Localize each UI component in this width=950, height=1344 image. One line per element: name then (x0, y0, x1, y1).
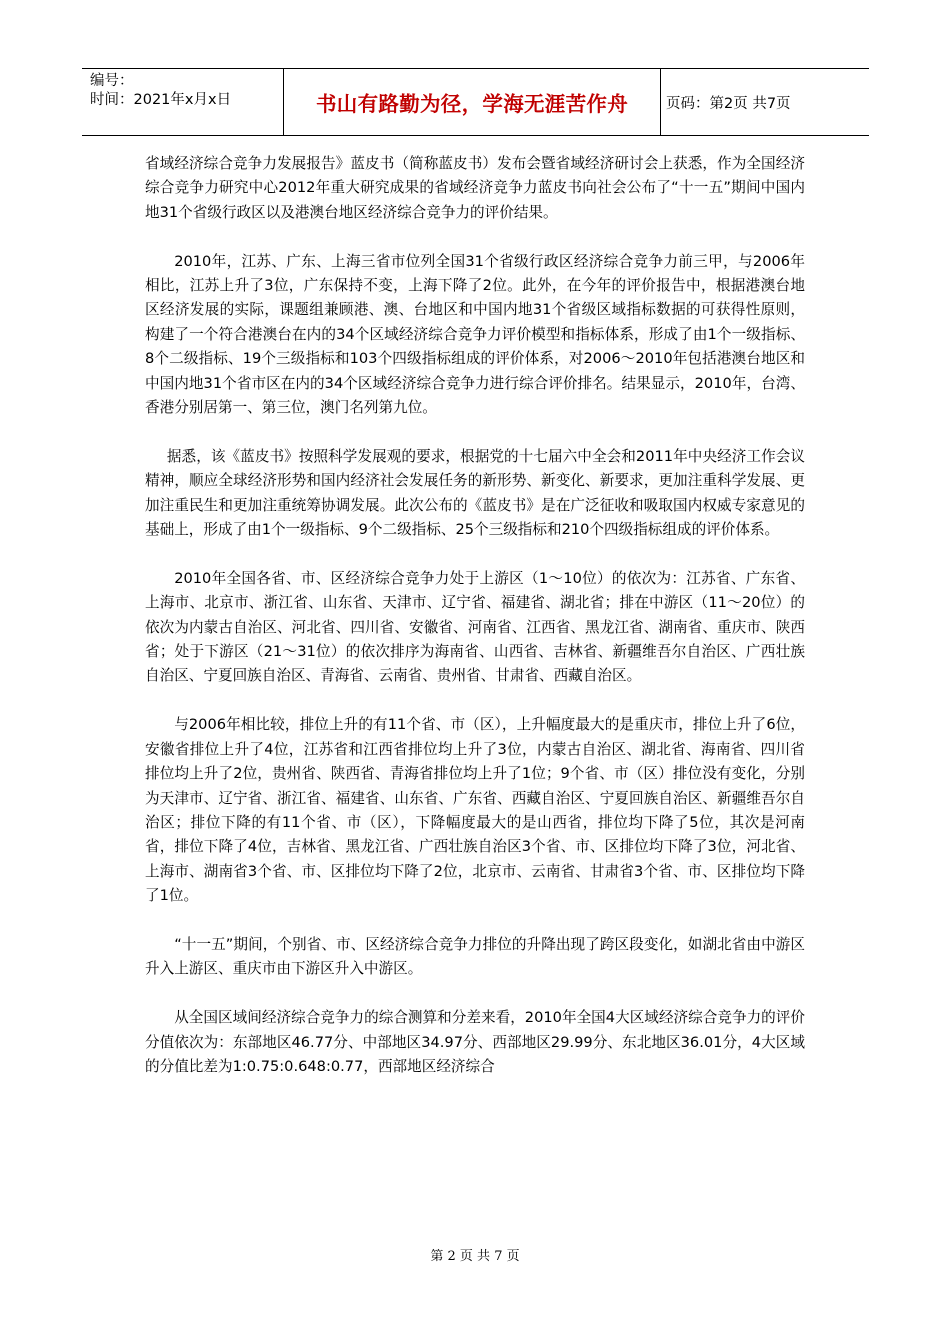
header-table (82, 68, 869, 136)
header-motto-cell (284, 69, 661, 135)
paragraph: 据悉，该《蓝皮书》按照科学发展观的要求，根据党的十七届六中全会和2011年中央经济工作会议精神，顺应全球经济形势和国内经济社会发展任务的新形势、新变化、新要求，更加注重科学发展、更加注重民生和更加注重统筹协调发展。此次公布的《蓝皮书》是在广泛征收和吸取国内权威专家意见的基础上，形成了由1个一级指标、9个二级指标、25个三级指标和210个四级指标组成的评价体系。 (145, 447, 805, 539)
paragraph: 2010年全国各省、市、区经济综合竞争力处于上游区（1～10位）的依次为：江苏省、广东省、上海市、北京市、浙江省、山东省、天津市、辽宁省、福建省、湖北省；排在中游区（11～20位）的依次为内蒙古自治区、河北省、四川省、安徽省、河南省、江西省、黑龙江省、湖南省、重庆市、陕西省；处于下游区（21～31位）的依次排序为海南省、山西省、吉林省、新疆维吾尔自治区、广西壮族自治区、宁夏回族自治区、青海省、云南省、贵州省、甘肃省、西藏自治区。 (145, 569, 805, 685)
paragraph: 从全国区域间经济综合竞争力的综合测算和分差来看，2010年全国4大区域经济综合竞争力的评价分值依次为：东部地区46.77分、中部地区34.97分、西部地区29.99分、东北地区36.01分，4大区域的分值比差为1:0.75:0.648:0.77，西部地区经济综合 (145, 1009, 805, 1075)
paragraph: “十一五”期间，个别省、市、区经济综合竞争力排位的升降出现了跨区段变化，如湖北省由中游区升入上游区、重庆市由下游区升入中游区。 (145, 935, 805, 978)
page-footer: 第 2 页 共 7 页 (430, 1249, 520, 1264)
header-page-label: 页码：第2页 共7页 (666, 95, 791, 112)
header-motto: 书山有路勤为径，学海无涯苦作舟 (316, 92, 628, 116)
header-left-cell (82, 69, 284, 135)
paragraph: 2010年，江苏、广东、上海三省市位列全国31个省级行政区经济综合竞争力前三甲，与2006年相比，江苏上升了3位，广东保持不变，上海下降了2位。此外，在今年的评价报告中，根据港澳台地区经济发展的实际，课题组兼顾港、澳、台地区和中国内地31个省级区域指标数据的可获得性原则，构建了一个符合港澳台在内的34个区域经济综合竞争力评价模型和指标体系，形成了由1个一级指标、8个二级指标、19个三级指标和103个四级指标组成的评价体系，对2006～2010年包括港澳台地区和中国内地31个省市区在内的34个区域经济综合竞争力进行综合评价排名。结果显示，2010年，台湾、香港分别居第一、第三位，澳门名列第九位。 (145, 252, 805, 417)
document-date-label: 时间：2021年x月x日 (90, 92, 232, 108)
document-number-label: 编号： (90, 73, 134, 89)
paragraph: 与2006年相比较，排位上升的有11个省、市（区），上升幅度最大的是重庆市，排位上升了6位，安徽省排位上升了4位，江苏省和江西省排位均上升了3位，内蒙古自治区、湖北省、海南省、四川省排位均上升了2位，贵州省、陕西省、青海省排位均上升了1位；9个省、市（区）排位没有变化，分别为天津市、辽宁省、浙江省、福建省、山东省、广东省、西藏自治区、宁夏回族自治区、新疆维吾尔自治区；排位下降的有11个省、市（区），下降幅度最大的是山西省，排位均下降了5位，其次是河南省，排位下降了4位，吉林省、黑龙江省、广西壮族自治区3个省、市、区排位均下降了3位，河北省、上海市、湖南省3个省、市、区排位均下降了2位，北京市、云南省、甘肃省3个省、市、区排位均下降了1位。 (145, 716, 805, 905)
paragraph: 省域经济综合竞争力发展报告》蓝皮书（简称蓝皮书）发布会暨省域经济研讨会上获悉，作为全国经济综合竞争力研究中心2012年重大研究成果的省域经济竞争力蓝皮书向社会公布了“十一五”期间中国内地31个省级行政区以及港澳台地区经济综合竞争力的评价结果。 (145, 155, 805, 221)
document-body (145, 152, 805, 1104)
header-page-cell (661, 69, 869, 135)
